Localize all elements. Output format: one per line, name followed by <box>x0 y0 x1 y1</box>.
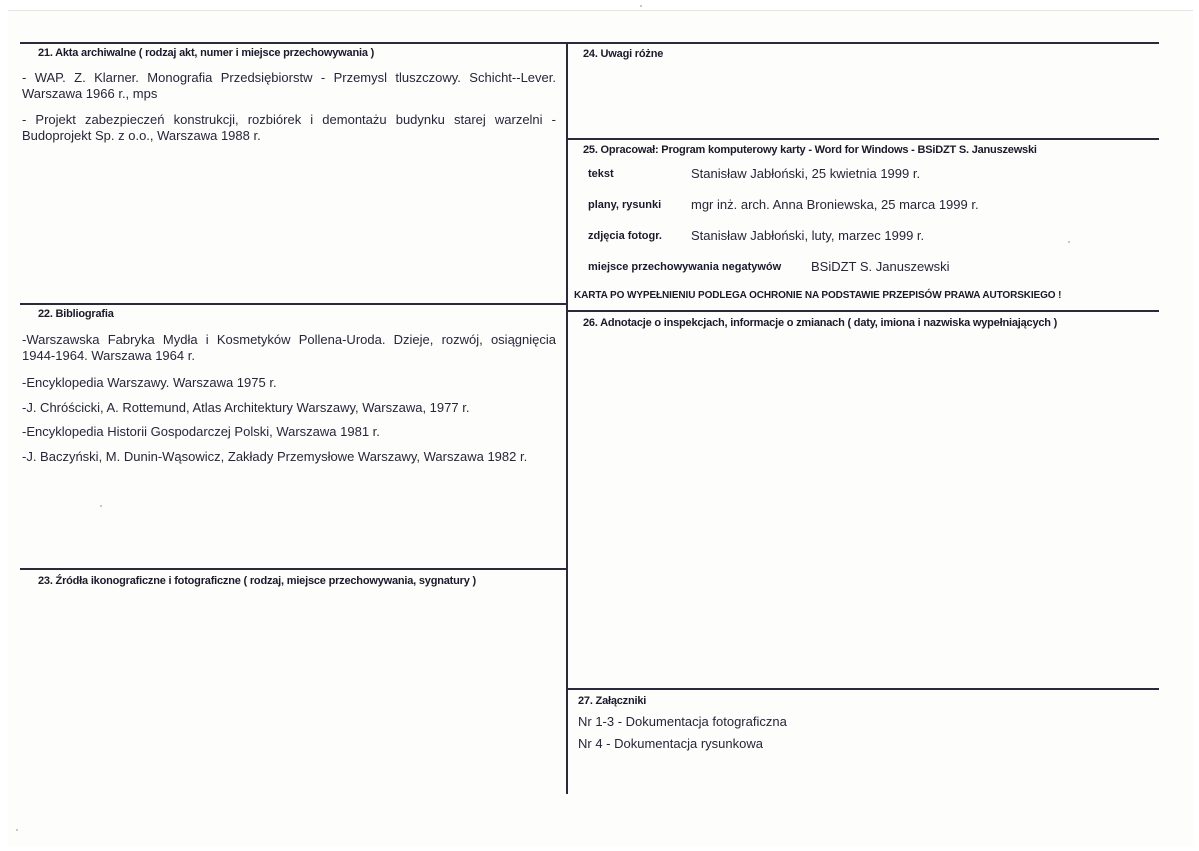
attachment-item: Nr 4 - Dokumentacja rysunkowa <box>578 736 763 751</box>
scan-speck <box>100 505 102 507</box>
rule-left-23 <box>20 568 566 570</box>
record-card <box>8 10 1193 846</box>
section-26-title: 26. Adnotacje o inspekcjach, informacje o zmianach ( daty, imiona i nazwiska wypełniających ) <box>583 317 1058 329</box>
rule-right-25 <box>568 138 1159 140</box>
section-21-entry: - WAP. Z. Klarner. Monografia Przedsiębiorstw - Przemysl tluszczowy. Schicht--Lever. Warszawa 1966 r., mps <box>22 70 556 101</box>
top-rule <box>20 42 1159 44</box>
scan-speck <box>640 5 642 7</box>
section-22-entry: -J. Chróścicki, A. Rottemund, Atlas Architektury Warszawy, Warszawa, 1977 r. <box>22 400 470 415</box>
rule-right-27 <box>568 688 1159 690</box>
section-27-title: 27. Załączniki <box>578 695 647 707</box>
author-row-value: mgr inż. arch. Anna Broniewska, 25 marca 1999 r. <box>691 197 979 212</box>
rule-right-26 <box>568 310 1159 312</box>
author-row-label: miejsce przechowywania negatywów <box>588 261 782 273</box>
author-row-label: plany, rysunki <box>588 199 662 211</box>
section-22-title: 22. Bibliografia <box>38 308 114 320</box>
section-22-entry: -Encyklopedia Warszawy. Warszawa 1975 r. <box>22 375 277 390</box>
section-22-entry: -J. Baczyński, M. Dunin-Wąsowicz, Zakłady Przemysłowe Warszawy, Warszawa 1982 r. <box>22 449 528 464</box>
rule-left-22 <box>20 303 566 305</box>
scan-speck <box>16 829 18 831</box>
section-23-title: 23. Źródła ikonograficzne i fotograficzne ( rodzaj, miejsce przechowywania, sygnatury ) <box>38 575 476 587</box>
section-25-title: 25. Opracował: Program komputerowy karty - Word for Windows - BSiDZT S. Januszewski <box>583 144 1037 156</box>
author-row-value: BSiDZT S. Januszewski <box>811 259 950 274</box>
author-row-label: tekst <box>588 168 614 180</box>
scan-speck <box>1068 241 1070 243</box>
section-21-title: 21. Akta archiwalne ( rodzaj akt, numer i miejsce przechowywania ) <box>38 47 375 59</box>
section-22-entry: -Encyklopedia Historii Gospodarczej Polski, Warszawa 1981 r. <box>22 424 380 439</box>
center-divider <box>566 42 568 794</box>
author-row-value: Stanisław Jabłoński, 25 kwietnia 1999 r. <box>691 166 921 181</box>
attachment-item: Nr 1-3 - Dokumentacja fotograficzna <box>578 714 787 729</box>
author-row-value: Stanisław Jabłoński, luty, marzec 1999 r. <box>691 228 925 243</box>
copyright-notice: KARTA PO WYPEŁNIENIU PODLEGA OCHRONIE NA PODSTAWIE PRZEPISÓW PRAWA AUTORSKIEGO ! <box>574 290 1062 301</box>
section-24-title: 24. Uwagi różne <box>583 48 664 60</box>
section-21-entry: - Projekt zabezpieczeń konstrukcji, rozbiórek i demontażu budynku starej warzelni - Budoprojekt Sp. z o.o., Warszawa 1988 r. <box>22 112 556 143</box>
section-22-entry: -Warszawska Fabryka Mydła i Kosmetyków Pollena-Uroda. Dzieje, rozwój, osiągnięcia 1944-1964. Warszawa 1964 r. <box>22 332 556 363</box>
author-row-label: zdjęcia fotogr. <box>588 230 662 242</box>
